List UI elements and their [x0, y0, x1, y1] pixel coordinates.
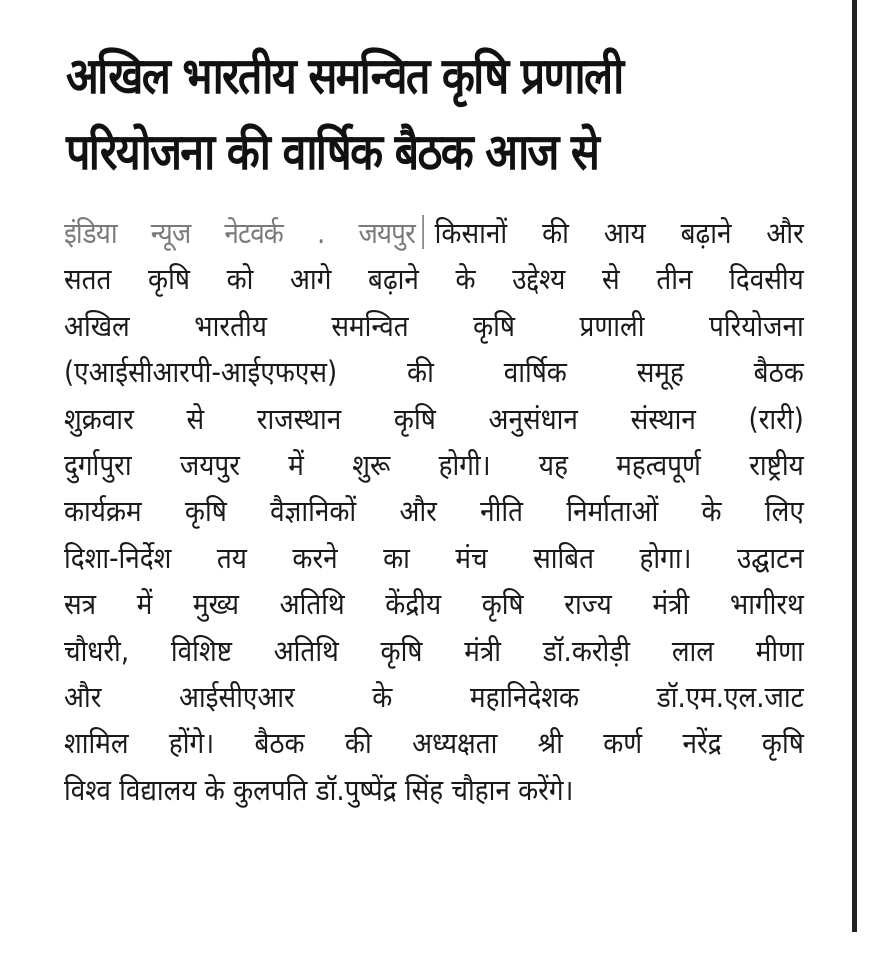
headline — [66, 38, 720, 190]
body-line-3: अखिल भारतीय समन्वित कृषि प्रणाली परियोजना — [64, 308, 804, 343]
body-line-13: विश्व विद्यालय के कुलपति डॉ.पुष्पेंद्र सिंह चौहान करेंगे। — [64, 772, 574, 807]
column-divider-rule — [852, 0, 857, 932]
body-line-8: दिशा-निर्देश तय करने का मंच साबित होगा। उद्घाटन — [64, 540, 804, 575]
body-line-7: कार्यक्रम कृषि वैज्ञानिकों और नीति निर्माताओं के लिए — [64, 494, 804, 529]
body-line-2: सतत कृषि को आगे बढ़ाने के उद्देश्य से तीन दिवसीय — [64, 262, 804, 297]
body-line-text: किसानों की आय बढ़ाने और — [434, 216, 804, 250]
body-line-5: शुक्रवार से राजस्थान कृषि अनुसंधान संस्थान (रारी) — [64, 401, 804, 436]
body-line-11: और आईसीएआर के महानिदेशक डॉ.एम.एल.जाट — [64, 680, 804, 715]
body-line-12: शामिल होंगे। बैठक की अध्यक्षता श्री कर्ण नरेंद्र कृषि — [64, 726, 804, 761]
dateline-separator — [422, 215, 424, 249]
body-line-1 — [64, 210, 804, 256]
body-line-6: दुर्गापुरा जयपुर में शुरू होगी। यह महत्वपूर्ण राष्ट्रीय — [64, 448, 804, 483]
article-body — [64, 210, 804, 813]
body-line-10: चौधरी, विशिष्ट अतिथि कृषि मंत्री डॉ.करोड़ी लाल मीणा — [64, 633, 804, 668]
body-line-9: सत्र में मुख्य अतिथि केंद्रीय कृषि राज्य मंत्री भागीरथ — [64, 587, 804, 622]
headline-line-1: अखिल भारतीय समन्वित कृषि प्रणाली — [66, 47, 623, 105]
headline-line-2: परियोजना की वार्षिक बैठक आज से — [66, 123, 599, 181]
body-line-4: (एआईसीआरपी-आईएफएस) की वार्षिक समूह बैठक — [64, 355, 804, 390]
dateline: इंडिया न्यूज नेटवर्क . जयपुर — [64, 216, 415, 250]
